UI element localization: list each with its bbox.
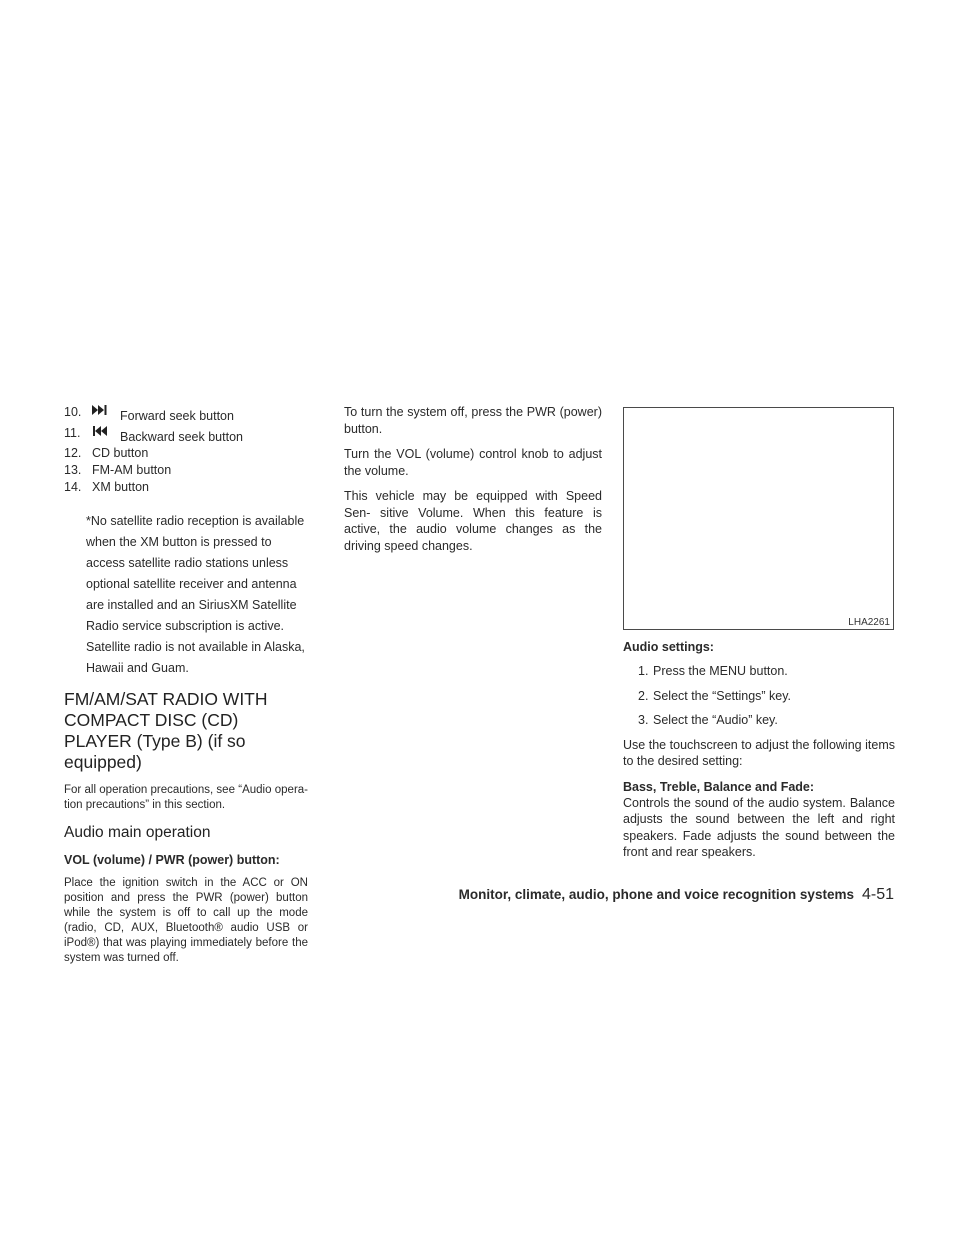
satellite-note: *No satellite radio reception is available when the XM button is pressed to access satellite radio stations unless optional satellite receiver and antenna are installed and an SiriusXM Satellite Radio service subscription is active. Satellite radio is not available in Alaska, Hawaii and Guam.	[86, 513, 305, 675]
figure-code: LHA2261	[848, 617, 890, 628]
figure-box	[623, 407, 894, 630]
list-item	[638, 712, 895, 729]
list-item-13	[64, 462, 308, 479]
item-number: 12.	[64, 446, 82, 460]
list-item-14	[64, 479, 308, 496]
bass-heading: Bass, Treble, Balance and Fade:	[623, 779, 815, 794]
page-number: 4-51	[861, 886, 894, 903]
list-item	[638, 688, 895, 705]
footer-section-title: Monitor, climate, audio, phone and voice recognition systems	[458, 887, 854, 902]
precautions-text: For all operation precautions, see “Audio opera- tion precautions” in this section.	[64, 783, 308, 811]
power-off-text: To turn the system off, press the PWR (power) button.	[344, 405, 602, 436]
subsection-title: Audio main operation	[64, 823, 211, 841]
bass-text: Controls the sound of the audio system. Balance adjusts the sound between the left and right speakers. Fade adjusts the sound between the front and rear speakers.	[623, 795, 895, 859]
touchscreen-text: Use the touchscreen to adjust the following items to the desired setting:	[623, 737, 895, 768]
left-column	[64, 404, 308, 975]
item-label: FM-AM button	[92, 463, 172, 477]
item-number: 13.	[64, 463, 82, 477]
step-text: Select the “Settings” key.	[653, 688, 792, 703]
item-label: Backward seek button	[120, 429, 243, 444]
right-column	[623, 639, 895, 870]
step-number: 1.	[638, 664, 649, 678]
item-label: Forward seek button	[120, 409, 234, 423]
vol-heading: VOL (volume) / PWR (power) button:	[64, 852, 280, 867]
forward-seek-icon	[92, 404, 120, 424]
step-text: Press the MENU button.	[653, 664, 788, 678]
speed-volume-text: This vehicle may be equipped with Speed Sen- sitive Volume. When this feature is active, the audio volume changes as the driving speed changes.	[344, 489, 602, 553]
step-text: Select the “Audio” key.	[653, 713, 778, 727]
item-label: CD button	[92, 446, 149, 460]
item-label: XM button	[92, 480, 149, 494]
vol-text: Place the ignition switch in the ACC or ON position and press the PWR (power) button while the system is off to call up the mode (radio, CD, AUX, Bluetooth® audio USB or iPod®) that was playing immediately before the system was turned off.	[64, 876, 308, 964]
item-number: 11.	[64, 425, 81, 440]
list-item-10	[64, 404, 308, 424]
step-number: 3.	[638, 713, 649, 727]
section-title: FM/AM/SAT RADIO WITH COMPACT DISC (CD) PLAYER (Type B) (if so equipped)	[64, 688, 268, 772]
step-number: 2.	[638, 688, 649, 703]
middle-column	[344, 404, 602, 563]
backward-seek-icon	[92, 425, 120, 445]
item-number: 10.	[64, 405, 82, 419]
list-item	[638, 663, 895, 680]
volume-text: Turn the VOL (volume) control knob to adjust the volume.	[344, 447, 602, 478]
item-number: 14.	[64, 480, 82, 494]
page-footer	[426, 886, 894, 904]
audio-settings-heading: Audio settings:	[623, 640, 714, 654]
